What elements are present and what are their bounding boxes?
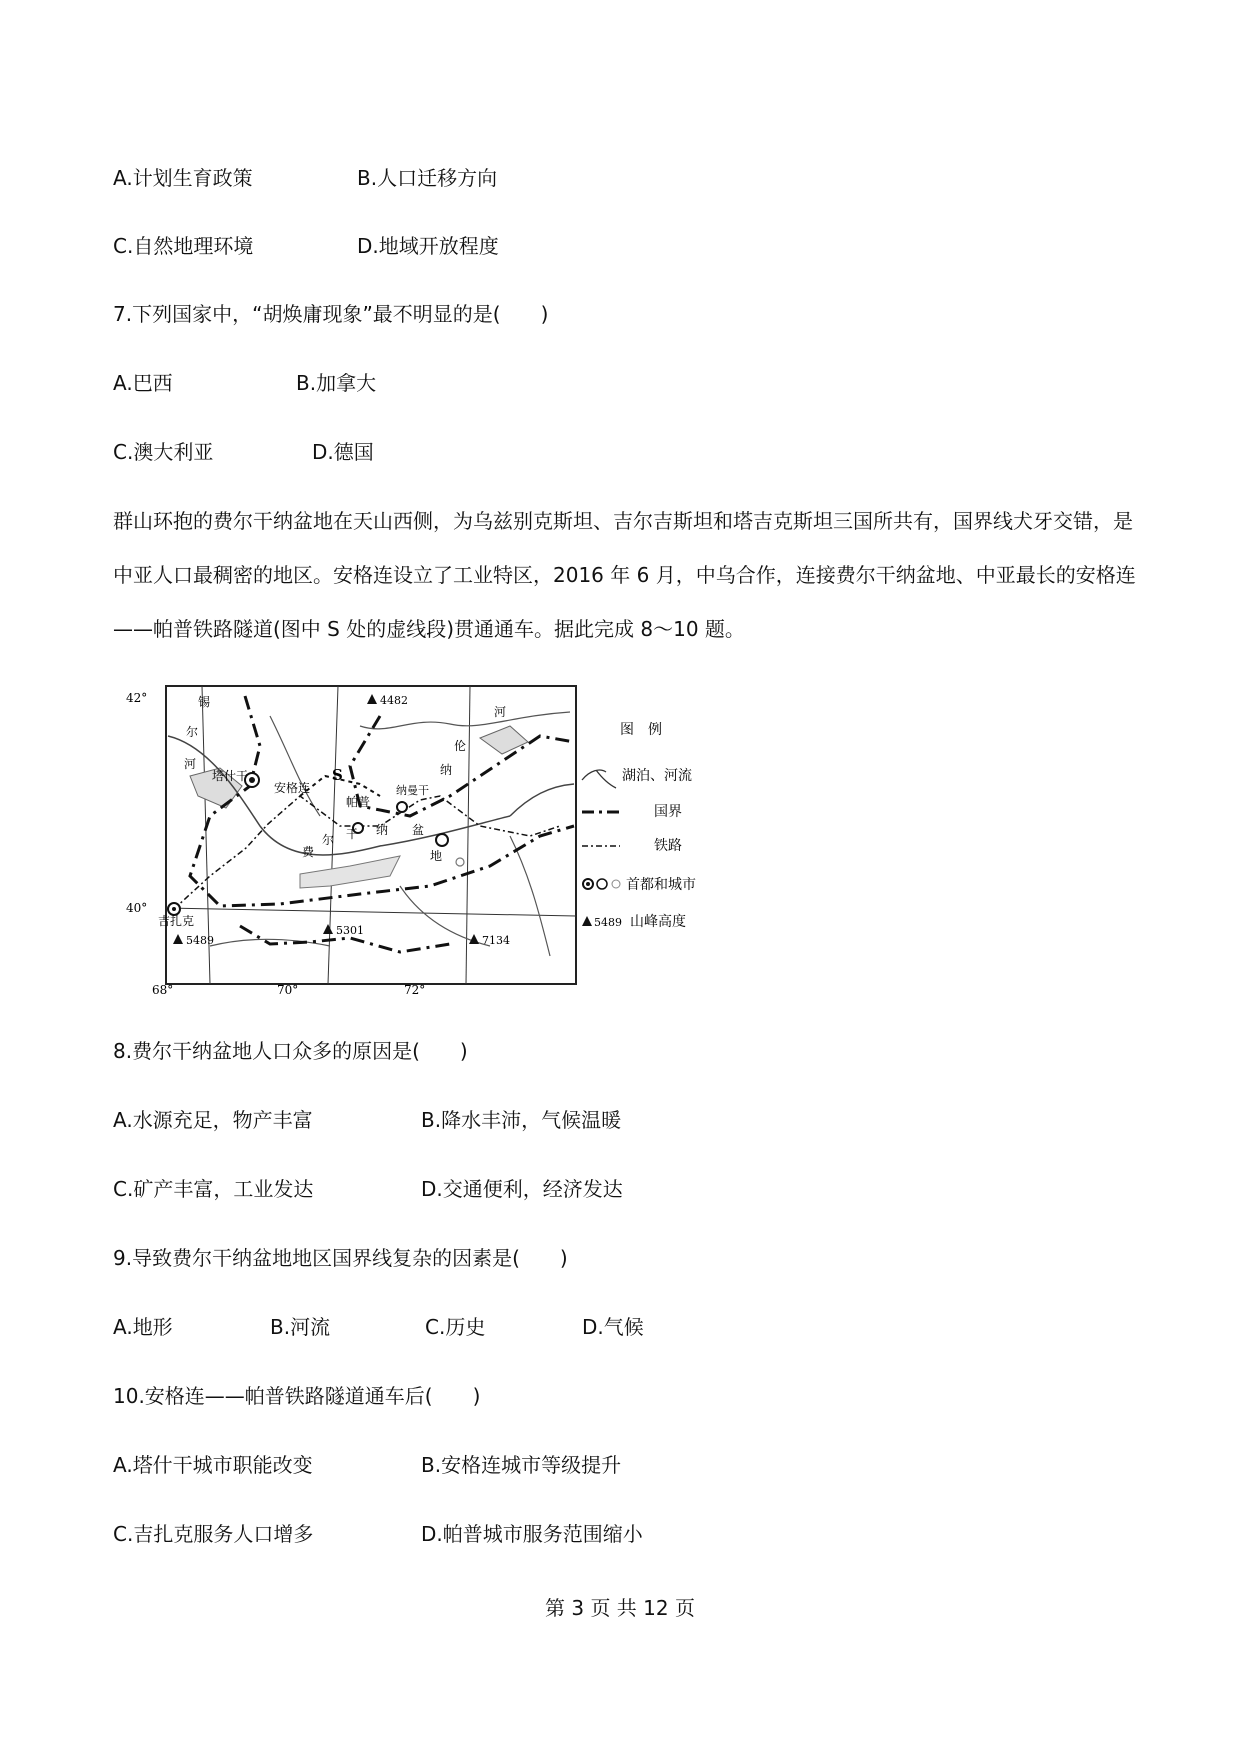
label-pap: 帕普 [346,795,371,809]
lon-label-70: 70° [277,983,299,997]
legend-peak: 山峰高度 [630,914,686,930]
city-namangan-marker [397,802,407,812]
q10-option-d: D.帕普城市服务范围缩小 [421,1522,643,1546]
q7-option-c: C.澳大利亚 [113,440,214,464]
lon-label-68: 68° [152,983,174,997]
city-small-marker [456,858,464,866]
legend-capital-city: 首都和城市 [626,877,696,893]
lon-label-72: 72° [404,983,426,997]
label-fergana-1: 费 [302,845,315,859]
label-jizzakh: 吉扎克 [158,914,195,928]
label-peak-4482: 4482 [380,694,408,707]
legend-city-symbol [597,879,607,889]
label-syr-1: 锡 [198,695,211,709]
q9-option-d: D.气候 [582,1315,644,1339]
legend-peak-symbol [582,916,592,926]
legend-capital-dot [586,882,590,886]
label-namangan: 纳曼干 [396,784,429,797]
label-fergana-3: 干 [346,827,359,841]
q8-option-d: D.交通便利，经济发达 [421,1177,623,1201]
q10-option-b: B.安格连城市等级提升 [421,1453,622,1477]
label-angren: 安格连 [274,781,311,795]
label-peak-7134: 7134 [482,934,510,947]
label-syr-3: 河 [184,757,197,771]
q10-stem: 10.安格连——帕普铁路隧道通车后( ) [113,1384,481,1408]
fergana-basin-map [126,676,740,997]
label-tashkent: 塔什干 [212,769,249,783]
label-naryn-2: 伦 [454,739,467,753]
label-fergana-6: 地 [430,849,443,863]
label-syr-2: 尔 [186,725,199,739]
q6-option-b: B.人口迁移方向 [357,166,498,190]
legend-title: 图 例 [620,722,662,738]
q8-option-c: C.矿产丰富，工业发达 [113,1177,314,1201]
legend-lake-river: 湖泊、河流 [622,768,692,784]
label-peak-5489: 5489 [186,934,214,947]
map-svg [126,676,740,997]
legend-town-symbol [612,880,620,888]
legend-border: 国界 [654,804,682,820]
q7-option-b: B.加拿大 [296,371,377,395]
city-jizzakh-dot [172,907,176,911]
lat-label-40: 40° [126,901,148,915]
label-naryn-1: 纳 [440,763,453,777]
q7-option-a: A.巴西 [113,371,173,395]
label-naryn-3: 河 [494,705,507,719]
q8-stem: 8.费尔干纳盆地人口众多的原因是( ) [113,1039,468,1063]
legend-peak-sample: 5489 [594,916,622,929]
q10-option-c: C.吉扎克服务人口增多 [113,1522,314,1546]
city-east-marker [436,834,448,846]
q8-option-b: B.降水丰沛，气候温暖 [421,1108,622,1132]
legend-lake-river-symbol [582,770,616,788]
q9-option-b: B.河流 [270,1315,331,1339]
q10-option-a: A.塔什干城市职能改变 [113,1453,313,1477]
legend-railway: 铁路 [654,838,682,854]
q6-option-d: D.地域开放程度 [357,234,499,258]
page-footer: 第 3 页 共 12 页 [545,1596,695,1620]
q6-option-c: C.自然地理环境 [113,234,254,258]
q8-option-a: A.水源充足，物产丰富 [113,1108,313,1132]
q6-option-a: A.计划生育政策 [113,166,253,190]
lat-label-42: 42° [126,691,148,705]
capital-tashkent-dot [249,777,255,783]
label-fergana-2: 尔 [322,833,335,847]
q7-stem: 7.下列国家中，“胡焕庸现象”最不明显的是( ) [113,302,549,326]
q9-option-a: A.地形 [113,1315,173,1339]
q9-stem: 9.导致费尔干纳盆地地区国界线复杂的因素是( ) [113,1246,568,1270]
label-s: S [332,766,343,784]
reading-passage: 群山环抱的费尔干纳盆地在天山西侧，为乌兹别克斯坦、吉尔吉斯坦和塔吉克斯坦三国所共有，国界线犬牙交错，是中亚人口最稠密的地区。安格连设立了工业特区，2016 年 6 月，中乌合作，连接费尔干纳盆地、中亚最长的安格连——帕普铁路隧道(图中 S 处的虚线段)贯通通车。据此完成 8～10 题。 [113,509,1136,641]
label-fergana-5: 盆 [412,823,425,837]
label-peak-5301: 5301 [336,924,364,937]
q7-option-d: D.德国 [312,440,374,464]
q9-option-c: C.历史 [425,1315,486,1339]
label-fergana-4: 纳 [376,823,389,837]
